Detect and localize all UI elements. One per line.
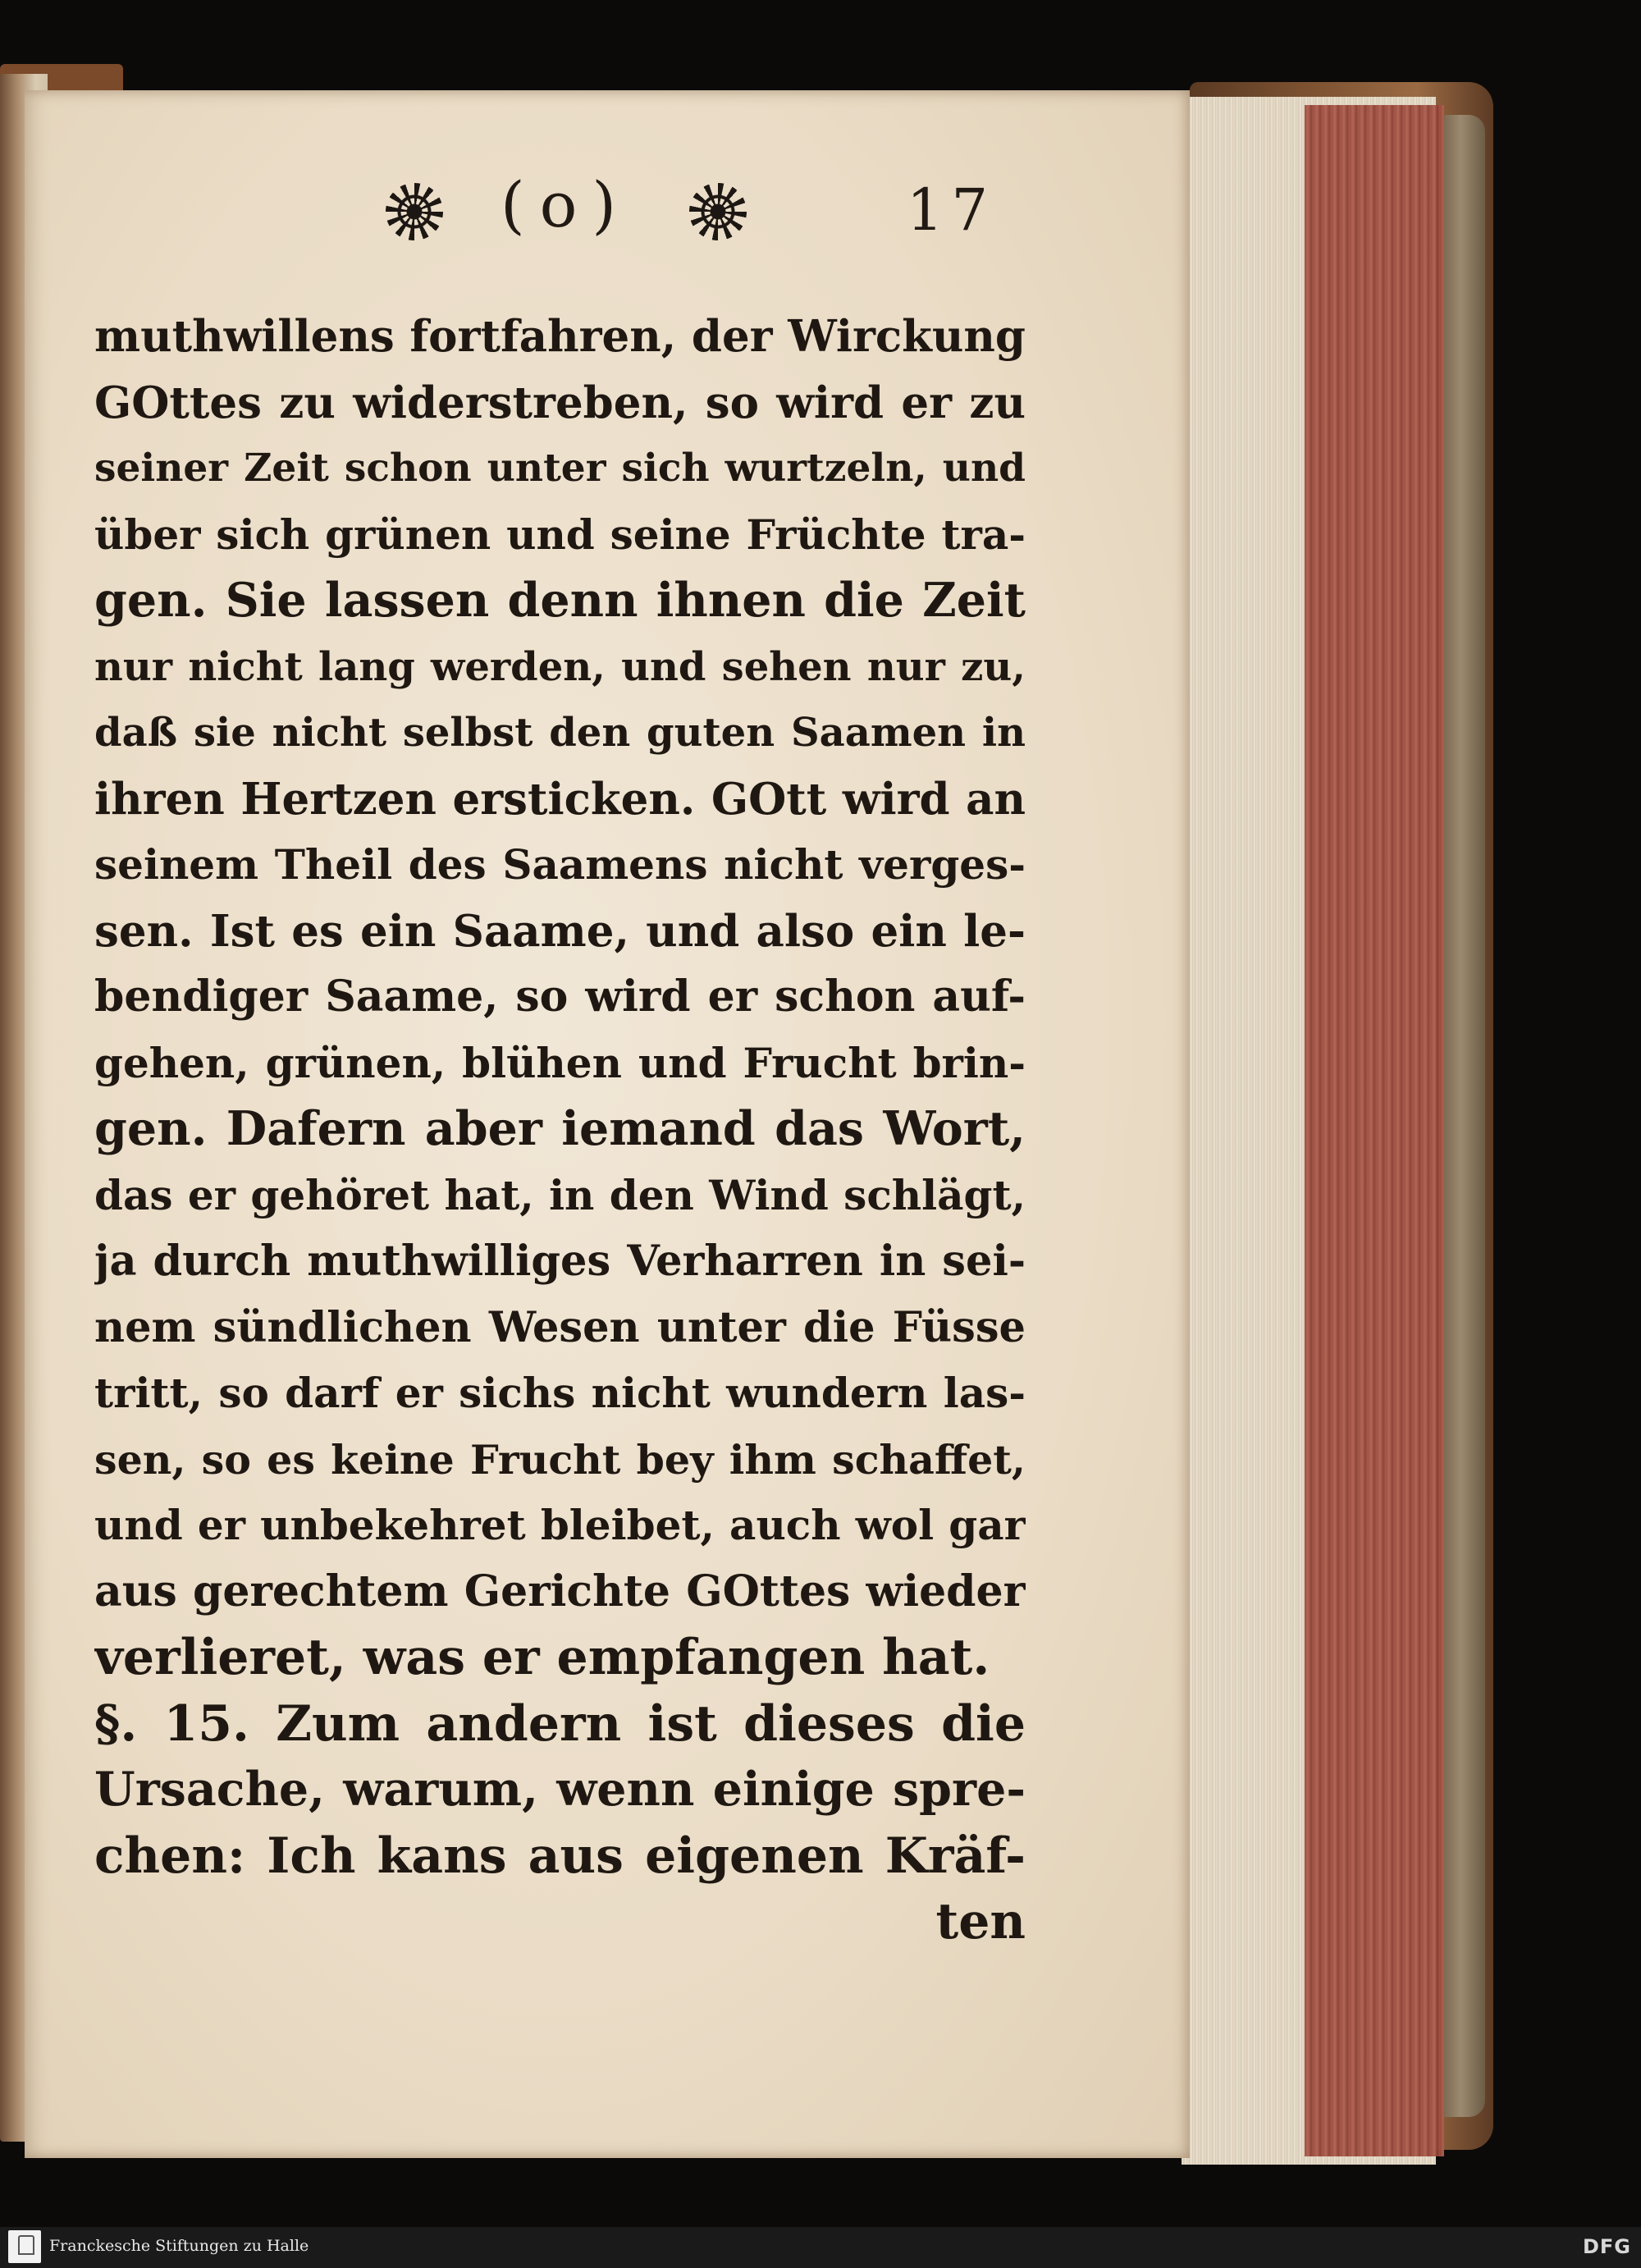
- text-line: über sich grünen und seine Früchte tra-: [94, 510, 1026, 559]
- page-body-text: [94, 304, 1026, 1955]
- text-line: chen: Ich kans aus eigenen Kräf-: [94, 1827, 1026, 1885]
- text-line: gehen, grünen, blühen und Frucht brin-: [94, 1038, 1026, 1087]
- red-page-edges: [1305, 105, 1444, 2156]
- catchword: ten: [935, 1893, 1026, 1950]
- text-line: nem sündlichen Wesen unter die Füsse: [94, 1302, 1026, 1352]
- flower-ornament-icon: [689, 183, 747, 240]
- text-line: das er gehöret hat, in den Wind schlägt,: [94, 1170, 1026, 1219]
- paragraph-start-line: §. 15. Zum andern ist dieses die: [94, 1694, 1026, 1753]
- flower-ornament-icon: [386, 183, 443, 240]
- text-line: sen, so es keine Frucht bey ihm schaffet,: [94, 1435, 1026, 1484]
- text-line: ja durch muthwilliges Verharren in sei-: [94, 1237, 1026, 1286]
- dfg-logo: DFG: [1582, 2235, 1631, 2258]
- text-line: und er unbekehret bleibet, auch wol gar: [94, 1501, 1026, 1549]
- cover-spine-edge: [1444, 115, 1485, 2117]
- text-line: ihren Hertzen ersticken. GOtt wird an: [94, 773, 1026, 825]
- text-line: verlieret, was er empfangen hat.: [94, 1629, 990, 1686]
- text-line: daß sie nicht selbst den guten Saamen in: [94, 710, 1026, 756]
- text-line: sen. Ist es ein Saame, und also ein le-: [94, 905, 1026, 957]
- text-line: nur nicht lang werden, und sehen nur zu,: [94, 643, 1026, 690]
- page-number: 17: [907, 176, 997, 244]
- text-line: seiner Zeit schon unter sich wurtzeln, und: [94, 446, 1026, 491]
- text-line: bendiger Saame, so wird er schon auf-: [94, 972, 1026, 1022]
- text-line: aus gerechtem Gerichte GOttes wieder: [94, 1566, 1026, 1616]
- institution-name: Franckesche Stiftungen zu Halle: [49, 2237, 309, 2255]
- text-line: Ursache, warum, wenn einige spre-: [94, 1762, 1026, 1817]
- text-line: gen. Dafern aber iemand das Wort,: [94, 1101, 1026, 1156]
- text-line: muthwillens fortfahren, der Wirckung: [94, 311, 1026, 362]
- text-line: GOttes zu widerstreben, so wird er zu: [94, 377, 1026, 428]
- text-line: gen. Sie lassen denn ihnen die Zeit: [94, 573, 1026, 628]
- institution-logo-icon: [8, 2230, 41, 2263]
- text-line: tritt, so darf er sichs nicht wundern las-: [94, 1369, 1026, 1417]
- header-mark: (o): [501, 168, 632, 241]
- text-line: seinem Theil des Saamens nicht verges-: [94, 840, 1026, 889]
